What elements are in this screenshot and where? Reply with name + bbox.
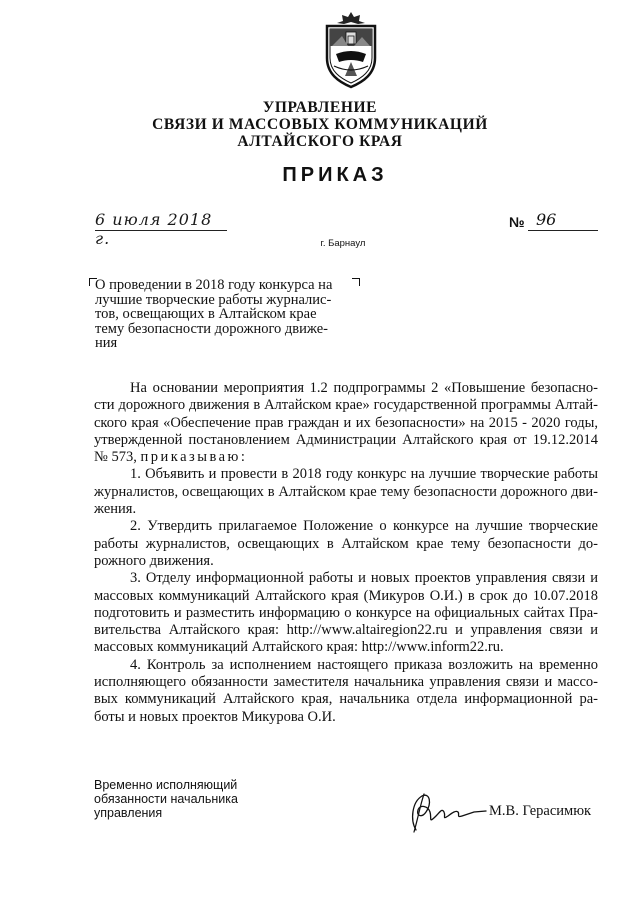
preamble-last-line bbox=[94, 449, 598, 466]
item-2-line: рожного движения. bbox=[94, 552, 214, 569]
preamble-line: ского края «Обеспечение прав граждан и их безопасности» на 2015 - 2020 годы, bbox=[94, 414, 598, 431]
item-3-line: 3. Отделу информационной работы и новых проектов управления связи и bbox=[130, 570, 598, 587]
subject-line: тов, освещающих в Алтайском крае bbox=[95, 306, 317, 322]
item-1-line: жения. bbox=[94, 501, 137, 518]
handwritten-signature bbox=[396, 790, 488, 834]
item-4-line: 4. Контроль за исполнением настоящего приказа возложить на временно bbox=[130, 656, 598, 673]
item-3-line: массовых коммуникаций Алтайского края: http://www.inform22.ru. bbox=[94, 639, 504, 656]
item-4-line: боты и новых проектов Микурова О.И. bbox=[94, 708, 336, 725]
city: г. Барнаул bbox=[320, 238, 366, 249]
item-1-line: 1. Объявить и провести в 2018 году конкурс на лучшие творческие работы bbox=[130, 466, 598, 483]
agency-title-line-2: СВЯЗИ И МАССОВЫХ КОММУНИКАЦИЙ bbox=[152, 116, 488, 133]
agency-title-line-3: АЛТАЙСКОГО КРАЯ bbox=[237, 133, 403, 150]
item-2-line: 2. Утвердить прилагаемое Положение о конкурсе на лучшие творческие bbox=[130, 518, 598, 535]
signer-position bbox=[94, 778, 238, 820]
preamble-end: № 573, bbox=[94, 449, 137, 466]
signer-position-line: управления bbox=[94, 806, 163, 820]
order-word: приказываю: bbox=[140, 449, 248, 466]
preamble-line: На основании мероприятия 1.2 подпрограммы 2 «Повышение безопасно- bbox=[130, 380, 598, 396]
item-4-line: вых коммуникаций Алтайского края, начальника отдела информационной ра- bbox=[94, 691, 598, 708]
order-date: 6 июля 2018 г. bbox=[95, 210, 227, 231]
signer-position-line: Временно исполняющий bbox=[94, 778, 238, 792]
preamble-line: утвержденной постановлением Администрации Алтайского края от 19.12.2014 bbox=[94, 431, 598, 448]
order-number-field bbox=[528, 210, 598, 231]
signer-position-line: обязанности начальника bbox=[94, 792, 238, 806]
subject-line: лучшие творческие работы журналис- bbox=[95, 291, 332, 308]
subject-line: тему безопасности дорожного движе- bbox=[95, 320, 329, 337]
order-number-label: № bbox=[509, 214, 525, 230]
item-2-line: работы журналистов, освещающих в Алтайском крае тему безопасности до- bbox=[94, 535, 598, 552]
order-number: 96 bbox=[536, 210, 557, 229]
order-body bbox=[94, 380, 598, 726]
preamble-line: сти дорожного движения в Алтайском крае» государственной программы Алтай- bbox=[94, 397, 598, 414]
item-1-line: журналистов, освещающих в Алтайском крае тему безопасности дорожного дви- bbox=[94, 483, 598, 500]
signer-name: М.В. Герасимюк bbox=[489, 803, 592, 819]
item-3-line: вительства Алтайского края: http://www.altairegion22.ru и управления связи и bbox=[94, 622, 598, 639]
altai-coat-of-arms-icon bbox=[318, 8, 384, 90]
subject-line: О проведении в 2018 году конкурса на bbox=[95, 277, 333, 293]
item-3-line: подготовить и разместить информацию о конкурсе на официальных сайтах Пра- bbox=[94, 604, 598, 621]
subject-line: ния bbox=[95, 335, 118, 351]
agency-title-line-1: УПРАВЛЕНИЕ bbox=[262, 99, 378, 116]
item-3-line: массовых коммуникаций Алтайского края (Микуров О.И.) в срок до 10.07.2018 bbox=[94, 587, 598, 604]
document-type: ПРИКАЗ bbox=[282, 164, 388, 186]
order-subject bbox=[95, 278, 365, 351]
item-4-line: исполняющего обязанности заместителя начальника управления связи и массо- bbox=[94, 674, 598, 691]
